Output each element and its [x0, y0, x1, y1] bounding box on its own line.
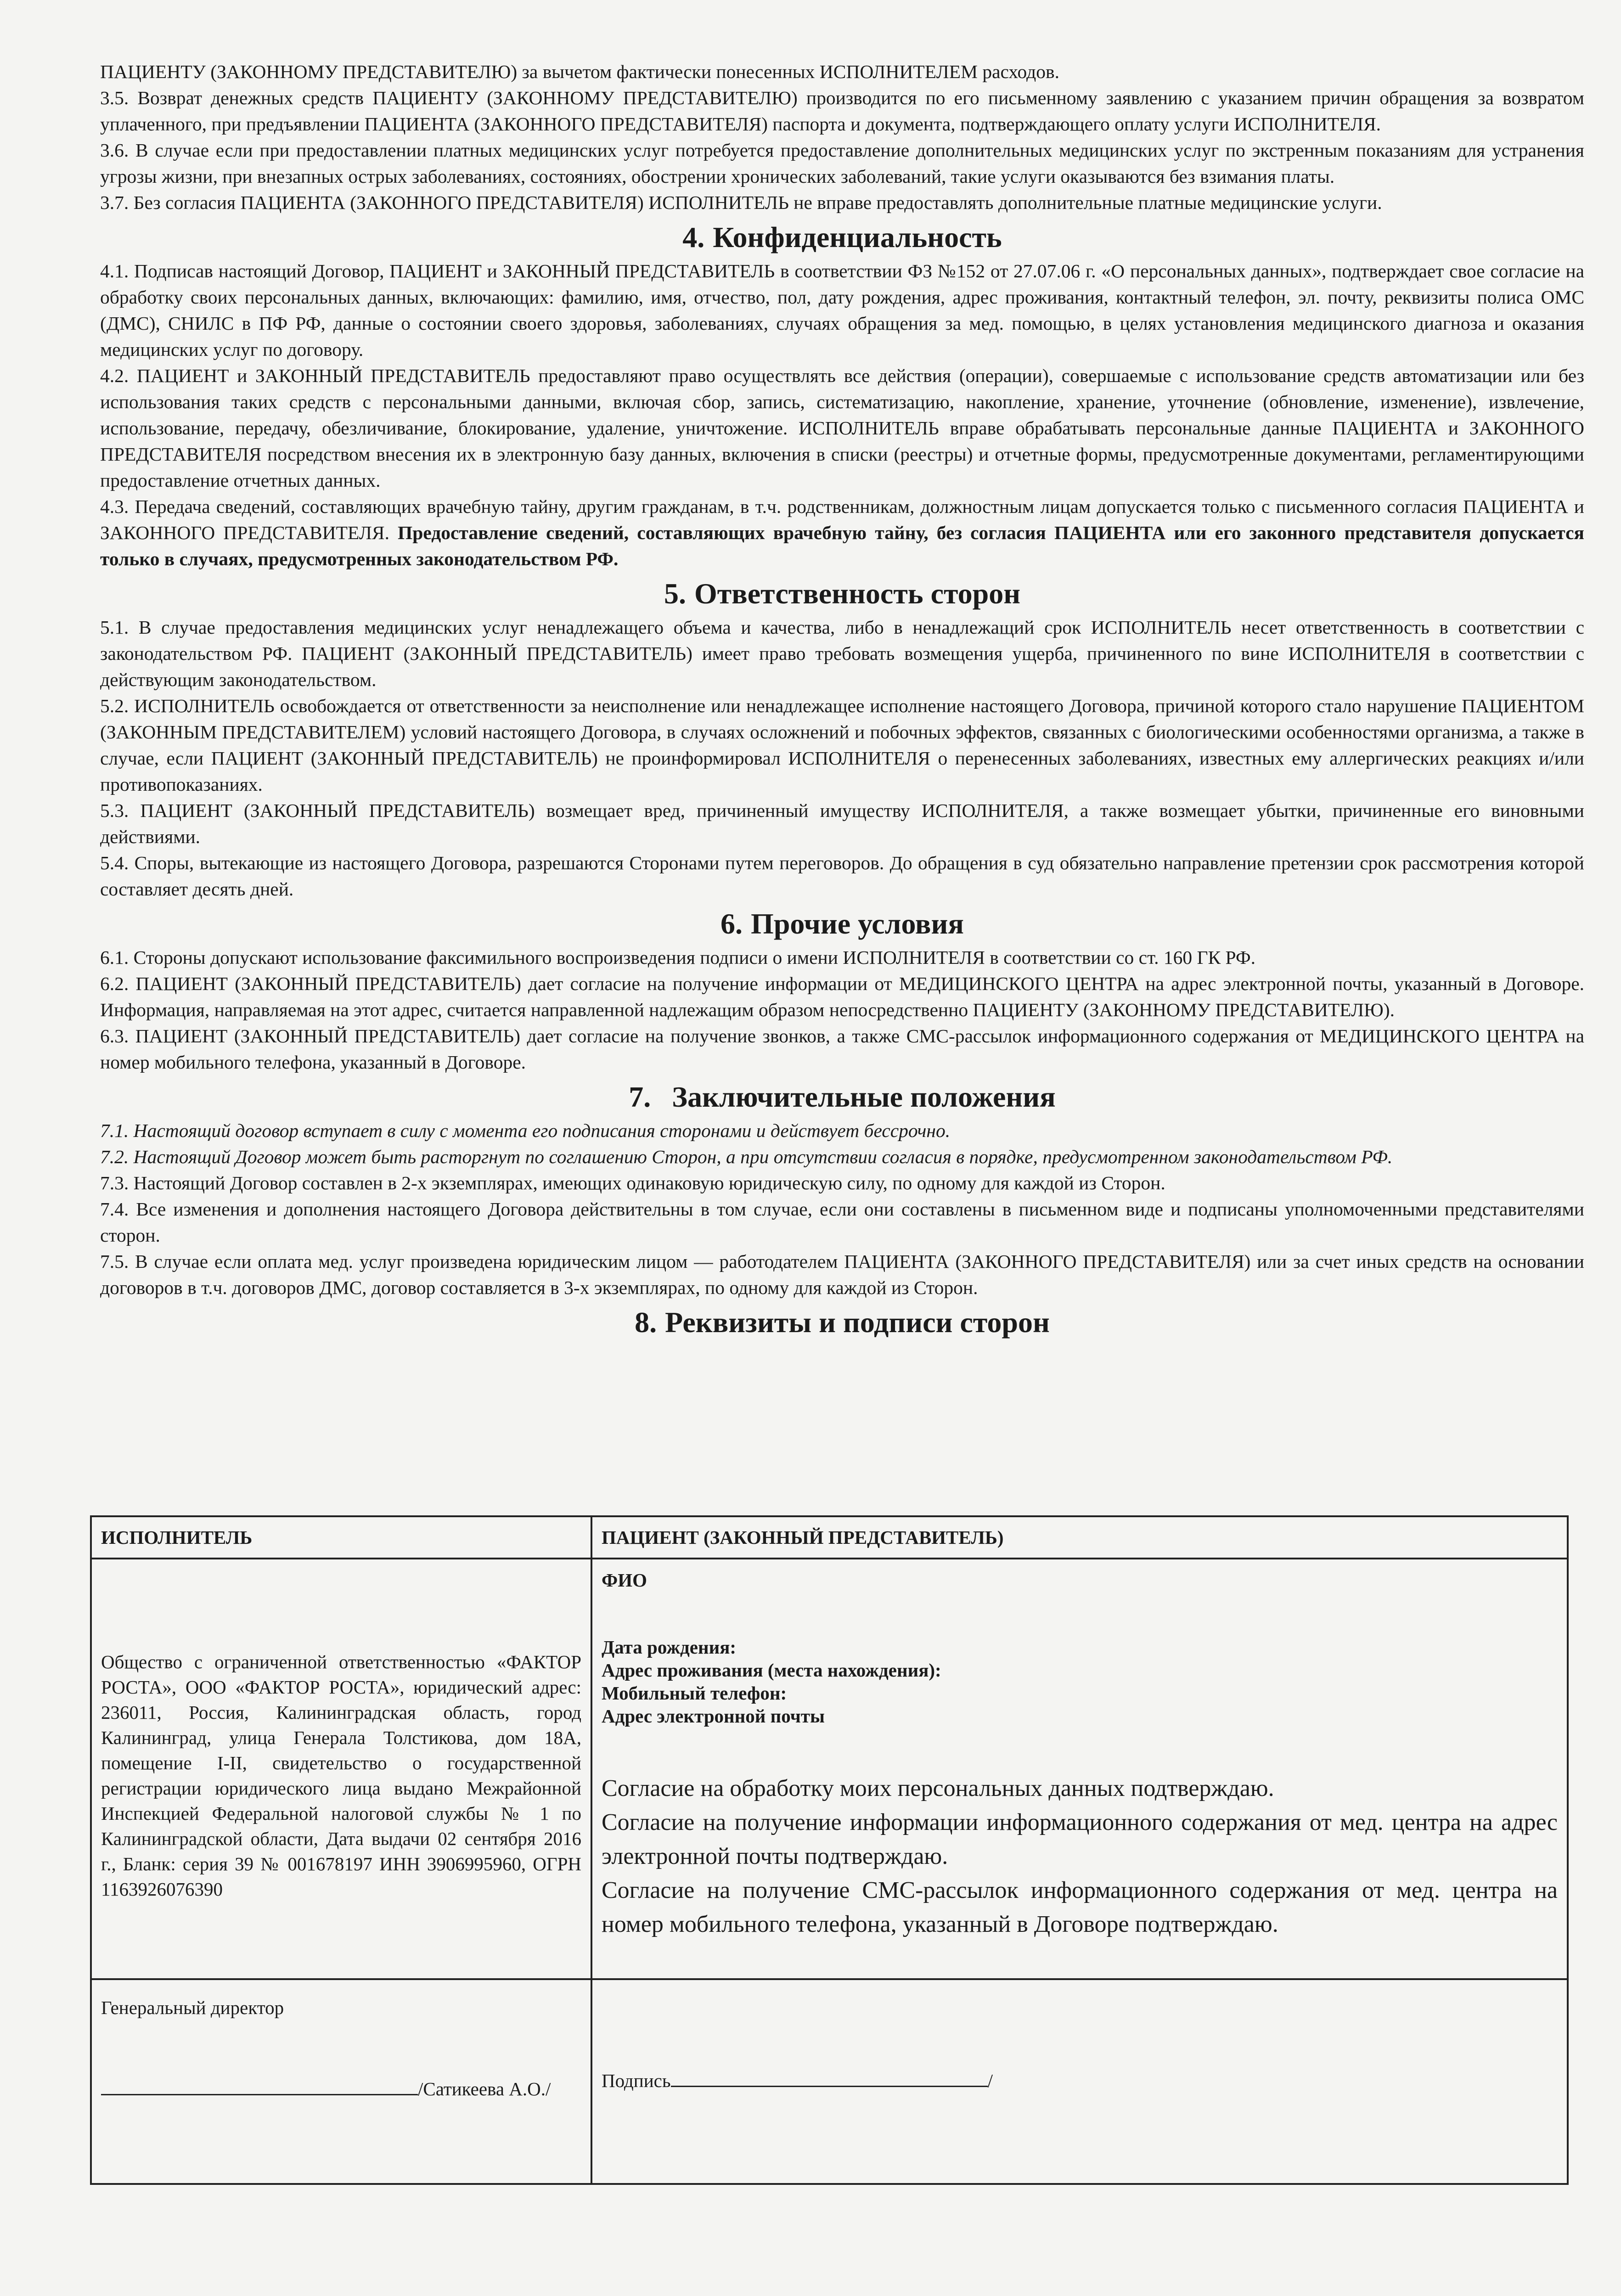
clause-3-6: 3.6. В случае если при предоставлении платных медицинских услуг потребуется предоставление дополнительных медицинских услуг по экстренным показаниям для устранения угрозы жизни, при внезапных острых заболеваниях, состояниях, обострении хронических заболеваний, такие услуги оказываются без взимания платы. — [100, 140, 1584, 187]
clause-4-3 — [100, 494, 1584, 572]
contract-body — [100, 59, 1584, 1341]
clause-7-4: 7.4. Все изменения и дополнения настоящего Договора действительны в том случае, если они составлены в письменном виде и подписаны уполномоченными представителями сторон. — [100, 1199, 1584, 1246]
section-8-heading — [100, 1304, 1584, 1341]
clause-7-5: 7.5. В случае если оплата мед. услуг произведена юридическим лицом — работодателем ПАЦИЕНТА (ЗАКОННОГО ПРЕДСТАВИТЕЛЯ) или за счет иных средств на основании договоров в т.ч. договоров ДМС, договор составляется в 3-х экземплярах, по одному для каждой из Сторон. — [100, 1251, 1584, 1298]
consent-personal-data: Согласие на обработку моих персональных данных подтверждаю. — [602, 1775, 1274, 1801]
patient-birthdate-label: Дата рождения: — [602, 1637, 737, 1658]
patient-address-label: Адрес проживания (места нахождения): — [602, 1660, 941, 1681]
signature-end: / — [987, 2070, 993, 2091]
section-4-heading — [100, 219, 1584, 256]
clause-5-1: 5.1. В случае предоставления медицинских услуг ненадлежащего объема и качества, либо в ненадлежащий срок ИСПОЛНИТЕЛЬ несет ответственность в соответствии с законодательством РФ. ПАЦИЕНТ (ЗАКОННЫЙ ПРЕДСТАВИТЕЛЬ) имеет право требовать возмещения ущерба, причиненного по вине ИСПОЛНИТЕЛЯ в соответствии с действующим законодательством. — [100, 617, 1584, 690]
clause-7-2: 7.2. Настоящий Договор может быть расторгнут по соглашению Сторон, а при отсутствии согласия в порядке, предусмотренном законодательством РФ. — [100, 1146, 1393, 1167]
section-7-title: Заключительные положения — [672, 1080, 1056, 1113]
executor-header: ИСПОЛНИТЕЛЬ — [91, 1516, 591, 1559]
clause-6-1: 6.1. Стороны допускают использование факсимильного воспроизведения подписи о имени ИСПОЛНИТЕЛЯ в соответствии со ст. 160 ГК РФ. — [100, 947, 1256, 968]
clause-3-7: 3.7. Без согласия ПАЦИЕНТА (ЗАКОННОГО ПРЕДСТАВИТЕЛЯ) ИСПОЛНИТЕЛЬ не вправе предоставлять дополнительные платные медицинские услуги. — [100, 192, 1382, 213]
clause-3-5: 3.5. Возврат денежных средств ПАЦИЕНТУ (ЗАКОННОМУ ПРЕДСТАВИТЕЛЮ) производится по его письменному заявлению с указанием причин обращения за возвратом уплаченного, при предъявлении ПАЦИЕНТА (ЗАКОННОГО ПРЕДСТАВИТЕЛЯ) паспорта и документа, подтверждающего оплату услуги ИСПОЛНИТЕЛЯ. — [100, 87, 1584, 135]
section-8-number: 8. — [635, 1306, 657, 1339]
clause-6-3: 6.3. ПАЦИЕНТ (ЗАКОННЫЙ ПРЕДСТАВИТЕЛЬ) дает согласие на получение звонков, а также СМС-рассылок информационного содержания от МЕДИЦИНСКОГО ЦЕНТРА на номер мобильного телефона, указанный в Договоре. — [100, 1025, 1584, 1073]
clause-7-1: 7.1. Настоящий договор вступает в силу с момента его подписания сторонами и действует бессрочно. — [100, 1120, 951, 1141]
requisites-table — [90, 1515, 1569, 2185]
executor-details-cell — [91, 1559, 591, 1979]
clause-4-1: 4.1. Подписав настоящий Договор, ПАЦИЕНТ и ЗАКОННЫЙ ПРЕДСТАВИТЕЛЬ в соответствии ФЗ №152 от 27.07.06 г. «О персональных данных», подтверждает свое согласие на обработку своих персональных данных, включающих: фамилию, имя, отчество, пол, дату рождения, адрес проживания, контактный телефон, эл. почту, реквизиты полиса ОМС (ДМС), СНИЛС в ПФ РФ, данные о состоянии своего здоровья, заболеваниях, случаях обращения за мед. помощью, в целях установления медицинского диагноза и оказания медицинских услуг по договору. — [100, 260, 1584, 360]
clause-7-3: 7.3. Настоящий Договор составлен в 2-х экземплярах, имеющих одинаковую юридическую силу, по одному для каждой из Сторон. — [100, 1172, 1165, 1193]
patient-signature-line — [602, 2067, 1558, 2092]
director-signature-blank — [101, 2076, 418, 2095]
section-5-number: 5. — [664, 577, 686, 610]
director-name: /Сатикеева А.О./ — [418, 2078, 551, 2099]
patient-email-label: Адрес электронной почты — [602, 1705, 825, 1727]
patient-fio-label: ФИО — [602, 1570, 647, 1591]
patient-signature-cell — [591, 1979, 1568, 2184]
patient-signature-blank — [671, 2067, 988, 2087]
section-6-title: Прочие условия — [751, 907, 964, 940]
executor-org-details: Общество с ограниченной ответственностью «ФАКТОР РОСТА», ООО «ФАКТОР РОСТА», юридический адрес: 236011, Россия, Калининградская область, город Калининград, улица Генерала Толстикова, дом 18А, помещение I-II, свидетельство о государственной регистрации юридического лица выдано Межрайонной Инспекцией Федеральной налоговой службы № 1 по Калининградской области, Дата выдачи 02 сентября 2016 г., Бланк: серия 39 № 001678197 ИНН 3906995960, ОГРН 1163926076390 — [101, 1651, 581, 1900]
section-5-heading — [100, 575, 1584, 613]
section-5-title: Ответственность сторон — [694, 577, 1021, 610]
clause-4-3-text: 4.3. Передача сведений, составляющих врачебную тайну, другим гражданам, в т.ч. родственникам, должностным лицам допускается только с письменного согласия ПАЦИЕНТА и ЗАКОННОГО ПРЕДСТАВИТЕЛЯ. — [100, 496, 1584, 543]
executor-signature-cell — [91, 1979, 591, 2184]
section-6-number: 6. — [720, 907, 743, 940]
patient-details-cell — [591, 1559, 1568, 1979]
clause-4-3-bold-text: Предоставление сведений, составляющих врачебную тайну, без согласия ПАЦИЕНТА или его законного представителя допускается только в случаях, предусмотренных законодательством РФ. — [100, 522, 1584, 569]
patient-phone-label: Мобильный телефон: — [602, 1683, 787, 1704]
section-6-heading — [100, 905, 1584, 943]
section-7-number: 7. — [629, 1080, 651, 1113]
clause-6-2: 6.2. ПАЦИЕНТ (ЗАКОННЫЙ ПРЕДСТАВИТЕЛЬ) дает согласие на получение информации от МЕДИЦИНСКОГО ЦЕНТРА на адрес электронной почты, указанный в Договоре. Информация, направляемая на этот адрес, считается направленной надлежащим образом непосредственно ПАЦИЕНТУ (ЗАКОННОМУ ПРЕДСТАВИТЕЛЮ). — [100, 973, 1584, 1020]
requisites-details-row — [91, 1559, 1568, 1979]
requisites-signature-row — [91, 1979, 1568, 2184]
patient-header: ПАЦИЕНТ (ЗАКОННЫЙ ПРЕДСТАВИТЕЛЬ) — [591, 1516, 1568, 1559]
director-signature-line — [101, 2076, 581, 2100]
section-8-title: Реквизиты и подписи сторон — [665, 1306, 1050, 1339]
clause-5-3: 5.3. ПАЦИЕНТ (ЗАКОННЫЙ ПРЕДСТАВИТЕЛЬ) возмещает вред, причиненный имуществу ИСПОЛНИТЕЛЯ, а также возмещает убытки, причиненные его виновными действиями. — [100, 800, 1584, 847]
clause-5-2: 5.2. ИСПОЛНИТЕЛЬ освобождается от ответственности за неисполнение или ненадлежащее исполнение настоящего Договора, причиной которого стало нарушение ПАЦИЕНТОМ (ЗАКОННЫМ ПРЕДСТАВИТЕЛЕМ) условий настоящего Договора, в случаях осложнений и побочных эффектов, связанных с биологическими особенностями организма, а также в случае, если ПАЦИЕНТ (ЗАКОННЫЙ ПРЕДСТАВИТЕЛЬ) не проинформировал ИСПОЛНИТЕЛЯ о перенесенных заболеваниях, известных ему аллергических реакциях и/или противопоказаниях. — [100, 695, 1584, 795]
continuation-text: ПАЦИЕНТУ (ЗАКОННОМУ ПРЕДСТАВИТЕЛЮ) за вычетом фактически понесенных ИСПОЛНИТЕЛЕМ расходов. — [100, 61, 1059, 82]
clause-4-2: 4.2. ПАЦИЕНТ и ЗАКОННЫЙ ПРЕДСТАВИТЕЛЬ предоставляют право осуществлять все действия (операции), совершаемые с использование средств автоматизации или без использования таких средств с персональными данными, включая сбор, запись, систематизацию, накопление, хранение, уточнение (обновление, изменение), извлечение, использование, передачу, обезличивание, блокирование, удаление, уничтожение. ИСПОЛНИТЕЛЬ вправе обрабатывать персональные данные ПАЦИЕНТА и ЗАКОННОГО ПРЕДСТАВИТЕЛЯ посредством внесения их в электронную базу данных, включения в списки (реестры) и отчетные формы, предусмотренные документами, регламентирующими предоставление отчетных данных. — [100, 365, 1584, 491]
consent-email-info: Согласие на получение информации информационного содержания от мед. центра на адрес электронной почты подтверждаю. — [602, 1809, 1558, 1869]
section-7-heading — [100, 1078, 1584, 1116]
clause-5-4: 5.4. Споры, вытекающие из настоящего Договора, разрешаются Сторонами путем переговоров. До обращения в суд обязательно направление претензии срок рассмотрения которой составляет десять дней. — [100, 852, 1584, 900]
requisites-header-row — [91, 1516, 1568, 1559]
section-4-number: 4. — [682, 221, 705, 253]
consent-sms: Согласие на получение СМС-рассылок информационного содержания от мед. центра на номер мобильного телефона, указанный в Договоре подтверждаю. — [602, 1877, 1558, 1937]
signature-label: Подпись — [602, 2070, 671, 2091]
director-title: Генеральный директор — [101, 1997, 284, 2018]
section-4-title: Конфиденциальность — [713, 221, 1002, 253]
